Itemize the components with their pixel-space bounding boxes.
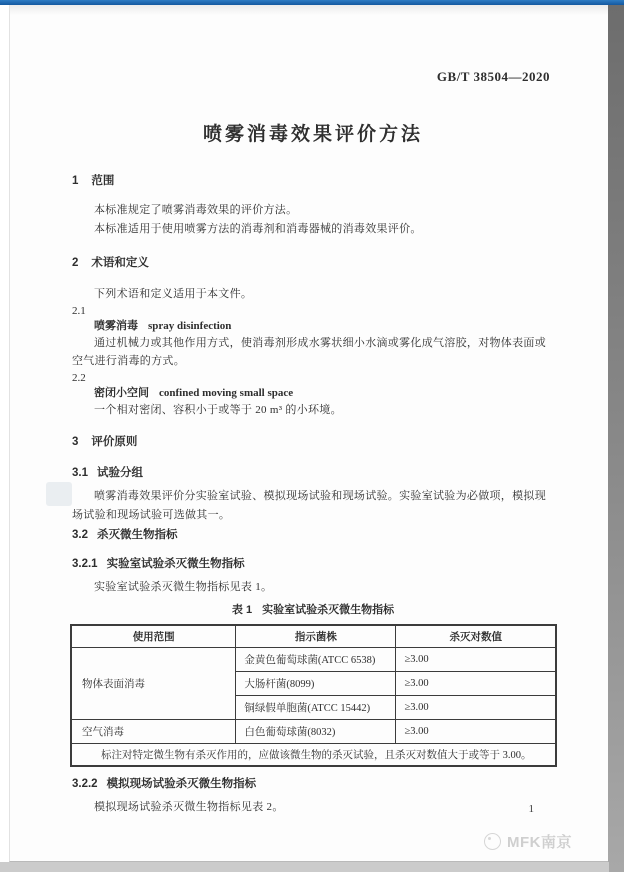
term-2-2-zh: 密闭小空间 xyxy=(94,386,149,399)
document-page xyxy=(9,5,608,862)
section-3-2-2-number: 3.2.2 xyxy=(72,777,98,790)
table-cell-value: ≥3.00 xyxy=(396,671,556,695)
term-2-2-line xyxy=(72,386,554,401)
section-3-1-heading xyxy=(72,466,554,481)
table-header-value: 杀灭对数值 xyxy=(396,625,556,648)
table-cell-strain: 大肠杆菌(8099) xyxy=(236,671,396,695)
section-2-number: 2 xyxy=(72,257,79,269)
table-note-row xyxy=(71,743,556,766)
scan-margin-right xyxy=(608,5,624,872)
table-1-caption-label: 表 1 xyxy=(231,603,253,616)
section-3-1-title: 试验分组 xyxy=(97,467,143,479)
brand-watermark-text: MFK南京 xyxy=(507,834,572,851)
term-2-2-definition: 一个相对密闭、容积小于或等于 20 m³ 的小环境。 xyxy=(94,403,342,416)
table-1-caption xyxy=(72,603,554,618)
section-3-title: 评价原则 xyxy=(91,436,138,448)
section-3-1-paragraph: 喷雾消毒效果评价分实验室试验、模拟现场试验和现场试验。实验室试验为必做项，模拟现场试验和现场试验可选做其一。 xyxy=(72,490,546,521)
term-2-1-zh: 喷雾消毒 xyxy=(94,319,138,332)
section-3-2-number: 3.2 xyxy=(72,529,88,541)
page-content xyxy=(10,5,608,816)
term-2-1-definition: 通过机械力或其他作用方式，使消毒剂形成水雾状细小水滴或雾化成气溶胶，对物体表面或空气进行消毒的方式。 xyxy=(72,336,546,367)
table-cell-strain: 铜绿假单胞菌(ATCC 15442) xyxy=(236,695,396,719)
table-cell-strain: 金黄色葡萄球菌(ATCC 6538) xyxy=(236,647,396,671)
section-3-heading xyxy=(72,435,554,450)
section-3-2-1-paragraph: 实验室试验杀灭微生物指标见表 1。 xyxy=(94,581,273,593)
table-note: 标注对特定微生物有杀灭作用的，应做该微生物的杀灭试验，且杀灭对数值大于或等于 3.00。 xyxy=(71,743,556,766)
section-3-number: 3 xyxy=(72,436,79,448)
section-3-2-1-number: 3.2.1 xyxy=(72,558,98,570)
section-2-title: 术语和定义 xyxy=(91,257,149,269)
section-1-paragraph-1: 本标准规定了喷雾消毒效果的评价方法。 xyxy=(94,204,298,216)
term-2-1-number: 2.1 xyxy=(72,304,86,317)
term-2-1-en: spray disinfection xyxy=(148,319,232,332)
table-cell-strain: 白色葡萄球菌(8032) xyxy=(236,719,396,743)
section-1-heading xyxy=(72,174,554,189)
section-2-heading xyxy=(72,256,554,271)
table-cell-scope-surface: 物体表面消毒 xyxy=(71,647,236,719)
section-3-1-number: 3.1 xyxy=(72,467,88,479)
table-cell-value: ≥3.00 xyxy=(396,695,556,719)
table-cell-value: ≥3.00 xyxy=(396,719,556,743)
section-3-2-2-title: 模拟现场试验杀灭微生物指标 xyxy=(106,777,257,790)
term-2-1-line xyxy=(72,319,554,334)
table-1-caption-text: 实验室试验杀灭微生物指标 xyxy=(262,603,395,616)
table-row xyxy=(71,647,556,671)
page-number: 1 xyxy=(528,803,534,815)
scan-margin-bottom xyxy=(0,862,609,872)
section-1-number: 1 xyxy=(72,175,79,187)
section-2-intro: 下列术语和定义适用于本文件。 xyxy=(94,288,253,300)
document-title: 喷雾消毒效果评价方法 xyxy=(202,124,423,145)
section-3-2-1-heading xyxy=(72,557,554,572)
section-3-2-2-heading xyxy=(72,777,554,792)
table-header-row xyxy=(71,625,556,648)
section-3-2-2-paragraph: 模拟现场试验杀灭微生物指标见表 2。 xyxy=(94,800,284,813)
section-1-title: 范围 xyxy=(91,175,115,187)
section-3-2-1-title: 实验室试验杀灭微生物指标 xyxy=(106,558,245,570)
table-cell-value: ≥3.00 xyxy=(396,647,556,671)
table-row xyxy=(71,719,556,743)
standard-code: GB/T 38504—2020 xyxy=(436,69,550,84)
ghost-watermark-square xyxy=(46,482,72,506)
table-header-scope: 使用范围 xyxy=(71,625,236,648)
section-1-paragraph-2: 本标准适用于使用喷雾方法的消毒剂和消毒器械的消毒效果评价。 xyxy=(94,222,422,235)
top-blue-bar xyxy=(0,0,624,5)
section-3-2-title: 杀灭微生物指标 xyxy=(97,529,178,541)
table-cell-scope-air: 空气消毒 xyxy=(71,719,236,743)
brand-watermark xyxy=(484,831,572,852)
section-3-2-heading xyxy=(72,528,554,543)
term-2-2-number: 2.2 xyxy=(72,371,86,384)
table-1 xyxy=(70,624,557,767)
brand-logo-icon xyxy=(484,833,501,850)
term-2-2-en: confined moving small space xyxy=(159,386,294,399)
table-header-strain: 指示菌株 xyxy=(236,625,396,648)
